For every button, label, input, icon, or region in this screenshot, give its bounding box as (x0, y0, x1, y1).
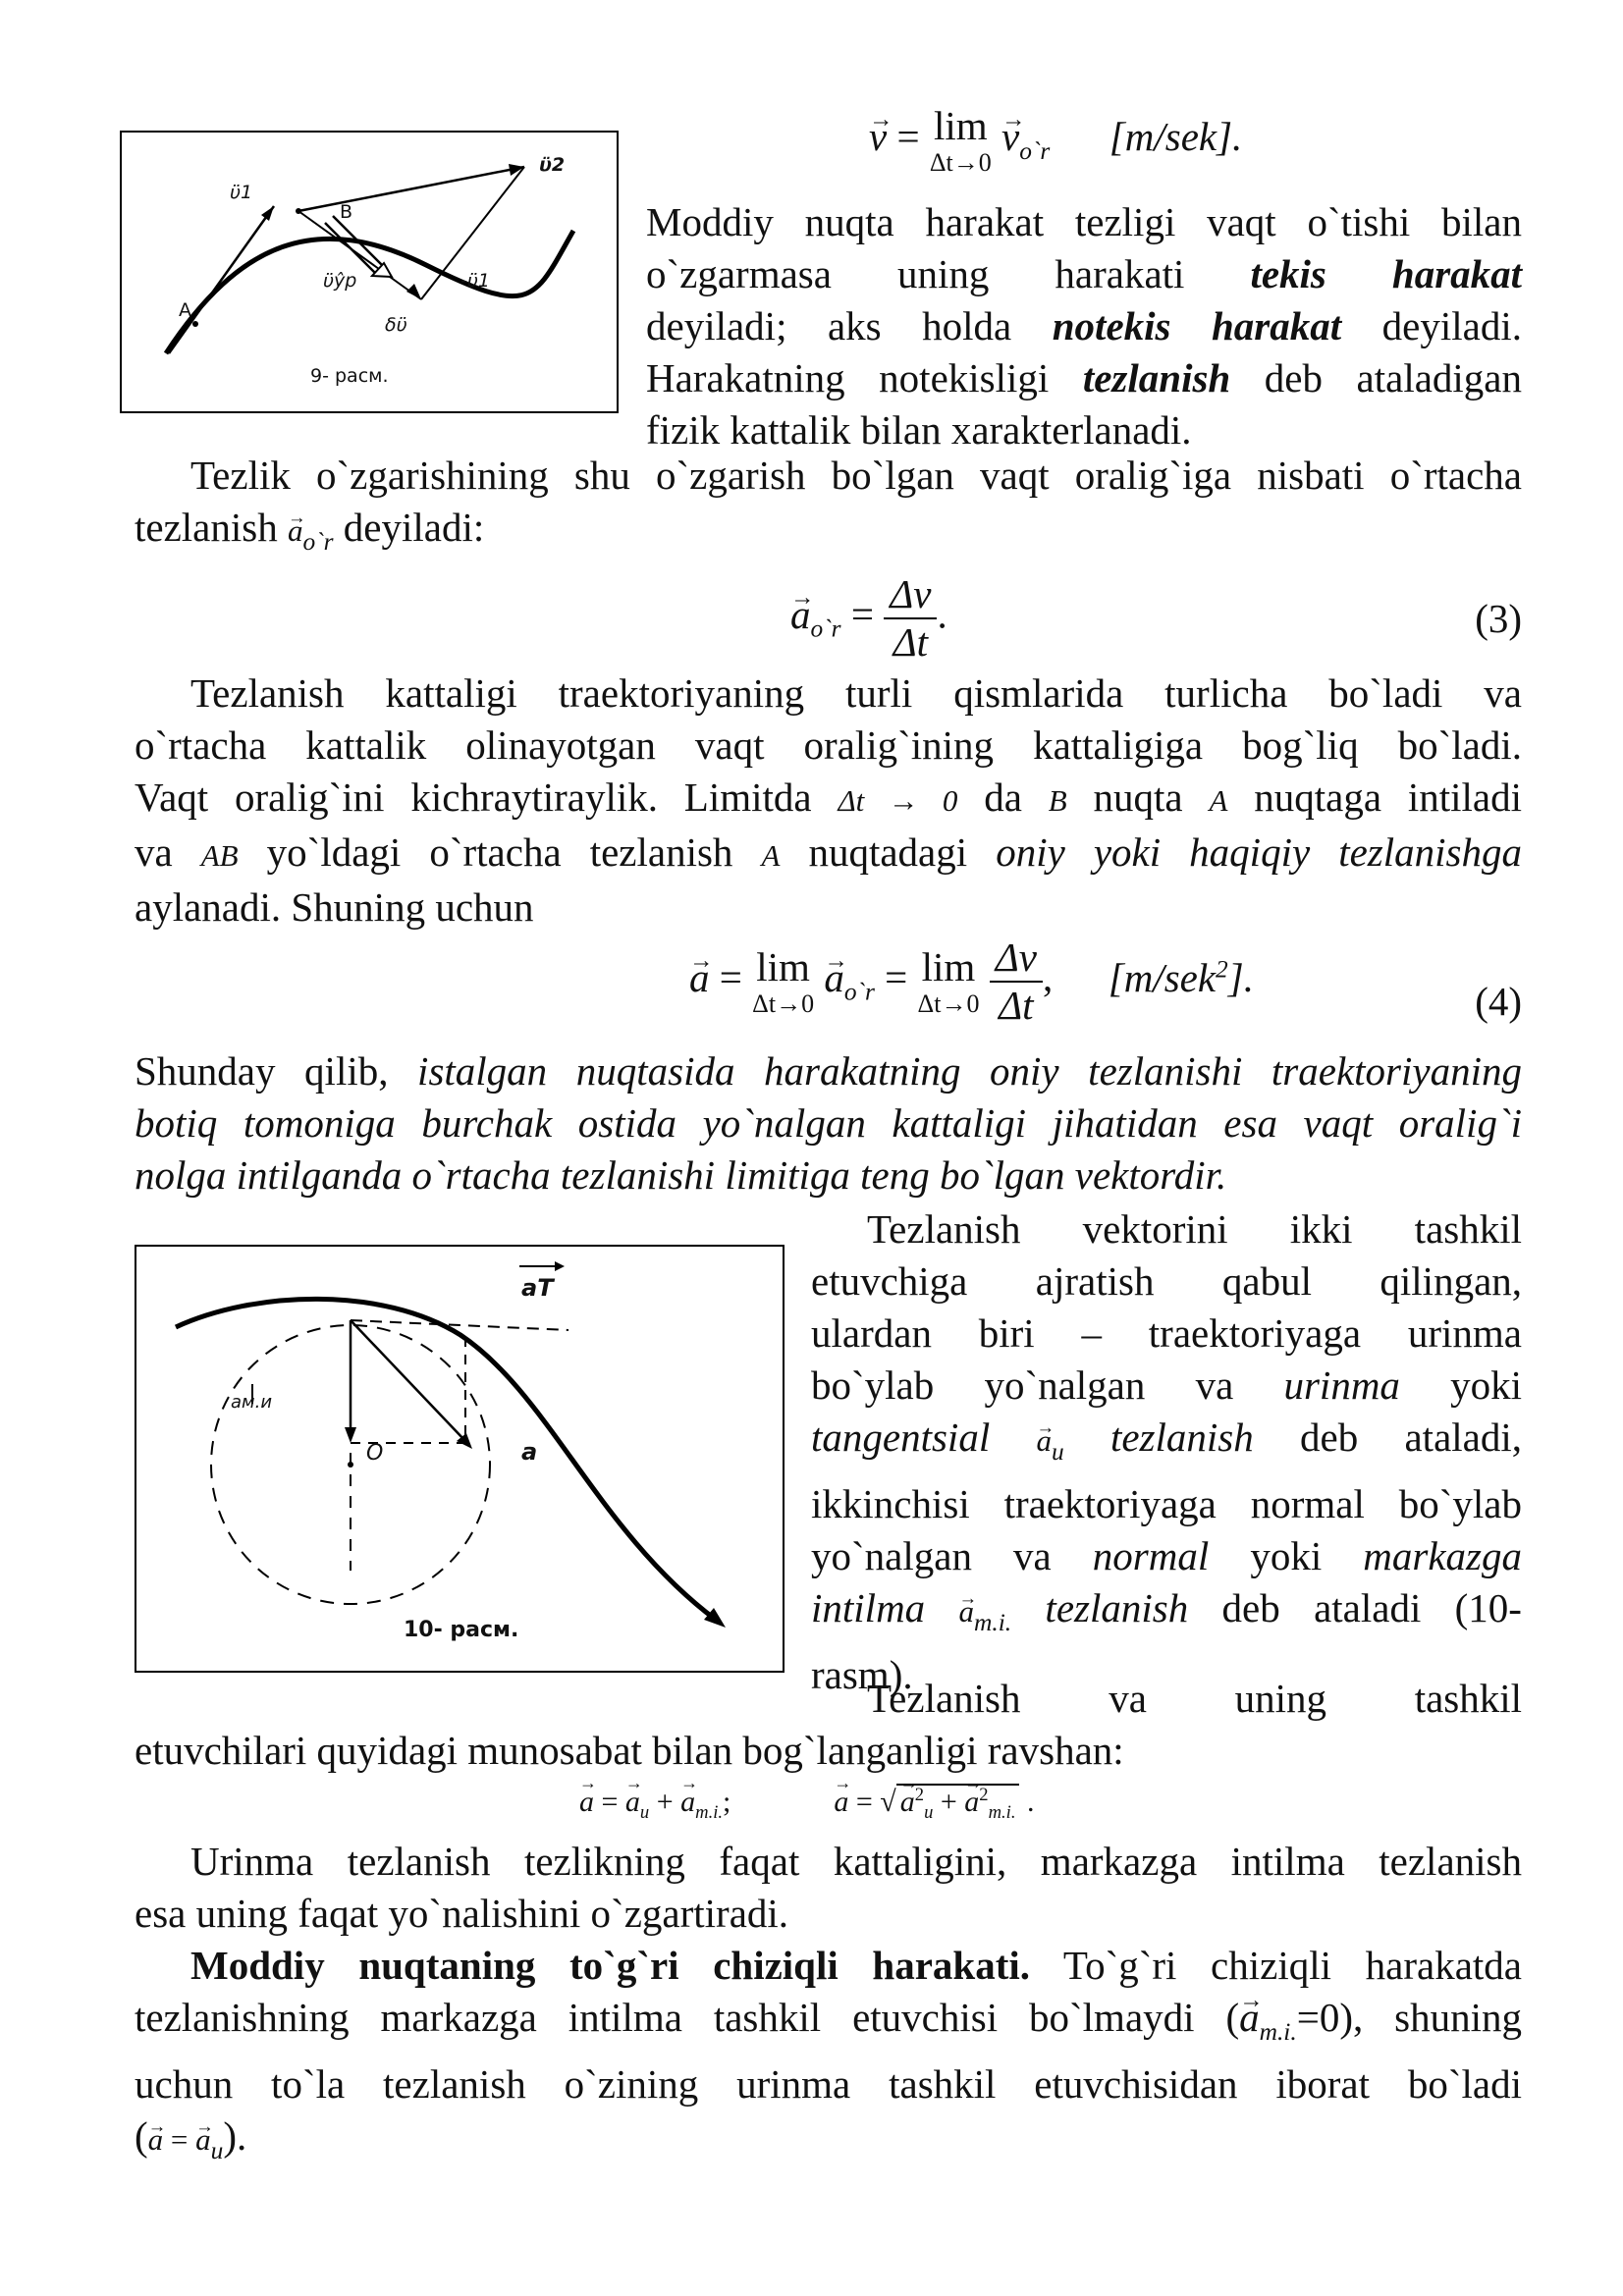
a-symbol: → a (148, 2113, 164, 2165)
p3-text: Vaqt oralig`ini kichraytiraylik. Limitda (135, 774, 839, 820)
p5-text: deb ataladi, (1253, 1415, 1522, 1460)
term-tezlanish: tezlanish (1082, 355, 1231, 400)
term-tezlanish: tezlanish (1063, 1415, 1254, 1460)
p3-text: yo`ldagi o`rtacha tezlanish (238, 829, 762, 875)
p5-word: qilingan, (1380, 1258, 1523, 1304)
p6-line-1 (135, 1673, 1522, 1725)
eq4-a-avg-subscript: o`r (843, 978, 875, 1006)
p5-line-3 (811, 1308, 1522, 1360)
p5-word: Tezlanish (867, 1206, 1021, 1252)
p5-line-2 (811, 1255, 1522, 1308)
p5-line-1 (811, 1203, 1522, 1255)
eq4-unit (1109, 955, 1254, 1000)
a-mi-symbol: → a (959, 1585, 975, 1637)
p4-italic: istalgan nuqtasida harakatning oniy tezlanishi traektoriyaning (417, 1048, 1522, 1094)
limit-operator (929, 103, 992, 177)
p6-word: va (1109, 1676, 1147, 1721)
v1-arrow (169, 206, 274, 353)
lim-subscript: Δt→0 (917, 988, 980, 1018)
eq3-denominator: Δt (893, 619, 929, 666)
p5-word: traektoriyaga (1148, 1310, 1362, 1356)
paragraph-limit (135, 667, 1522, 934)
label-B: B (340, 201, 353, 223)
paragraph-relation (135, 1673, 1522, 1777)
p1-word: uning (896, 251, 990, 296)
p5-line-4 (811, 1360, 1522, 1412)
plus-sign: + (940, 1786, 957, 1818)
sqrt-body (896, 1784, 1020, 1823)
p5-word: va (1013, 1533, 1052, 1579)
figure-9 (120, 131, 619, 413)
equals-sign: = (719, 954, 742, 1000)
p1-text: deb ataladigan (1230, 355, 1522, 400)
term-instant-acceleration: oniy yoki haqiqiy tezlanishga (996, 829, 1522, 875)
point-B (296, 208, 301, 214)
eq3-numerator: Δv (884, 571, 937, 619)
v-symbol: → v (869, 111, 887, 163)
delta-t-to-zero: Δt → 0 (838, 783, 958, 818)
p5-word: biri (978, 1310, 1035, 1356)
term-tezlanish: tezlanish (1011, 1585, 1189, 1631)
sqrt-sign: √ (880, 1786, 896, 1818)
p5-word: ikki (1289, 1206, 1353, 1252)
equation-number-4: (4) (1475, 979, 1522, 1024)
term-harakat: harakat (1391, 251, 1523, 296)
equation-components (579, 1785, 1168, 1840)
term-normal: normal (1092, 1533, 1210, 1579)
p4-line-2: botiq tomoniga burchak ostida yo`nalgan kattaligi jihatidan esa vaqt oralig`i (135, 1100, 1522, 1146)
a-mi-subscript: m.i. (1259, 2018, 1297, 2047)
p3-text: nuqtaga intiladi (1227, 774, 1522, 820)
p1-text: Harakatning notekisligi (646, 355, 1083, 400)
figure-9-caption: 9- расм. (310, 365, 389, 387)
lim-text: lim (756, 943, 810, 989)
eq5-a-u-subscript-2: u (924, 1802, 934, 1823)
eq4-comma: , (1042, 954, 1054, 1000)
eq3-body (790, 571, 947, 666)
eq5-a-u-symbol: → a (625, 1786, 640, 1819)
equation-3 (135, 561, 1522, 669)
equation-velocity-limit (869, 103, 1419, 185)
eq5-a-mi-subscript-2: m.i. (988, 1802, 1016, 1823)
unit-exponent: 2 (1216, 954, 1228, 983)
eq3-a-subscript: o`r (810, 614, 841, 643)
paren-close: ). (223, 2113, 247, 2160)
label-amn: aм.и (231, 1392, 273, 1413)
p8-line-1 (135, 1940, 1522, 1992)
paragraph-straight-motion (135, 1940, 1522, 2177)
a-mi-symbol: → a (1239, 1992, 1260, 2044)
p1-line-5: fizik kattalik bilan xarakterlanadi. (646, 407, 1192, 453)
p5-text: deb ataladi (10- (1188, 1585, 1522, 1631)
a-u-symbol: → a (1036, 1415, 1052, 1467)
segment-AB-symbol: AB (200, 838, 239, 873)
p3-line-2: o`rtacha kattalik olinayotgan vaqt oralig`ining kattaligiga bog`liq bo`ladi. (135, 722, 1522, 768)
p5-word: yo`nalgan (984, 1362, 1146, 1408)
eq5-a-symbol: → a (579, 1786, 594, 1819)
a-avg-subscript: o`r (302, 528, 334, 557)
p5-word: bo`ylab (811, 1362, 935, 1408)
v2-arrow (298, 167, 524, 211)
lim-text: lim (921, 943, 976, 989)
velocity-unit: [m/sek]. (1109, 113, 1243, 159)
eq4-body (689, 934, 1254, 1029)
exp-2: 2 (914, 1785, 925, 1805)
eq3-dot: . (937, 591, 947, 637)
eq5-a-mi-subscript: m.i. (695, 1802, 724, 1823)
eq5-dot: . (1026, 1786, 1035, 1818)
a-avg-symbol: → a (288, 505, 303, 557)
point-A-symbol: A (761, 838, 781, 873)
p2-text: tezlanish (135, 505, 288, 550)
equation-number-3: (3) (1475, 596, 1522, 641)
equals-sign: = (896, 113, 920, 159)
p5-word: etuvchiga (811, 1258, 968, 1304)
plus-sign: + (656, 1786, 674, 1818)
lim-subscript: Δt→0 (752, 988, 815, 1018)
equation-4 (135, 934, 1522, 1042)
p8-line-2 (135, 1992, 1522, 2058)
avg-arrow-inner (325, 223, 377, 275)
label-neg-v1: -ϋ1 (460, 270, 490, 292)
equals-sign: = (885, 954, 908, 1000)
paragraph-components (811, 1203, 1522, 1701)
eq4-denominator: Δt (999, 983, 1034, 1029)
paren-open: ( (135, 2113, 148, 2160)
term-urinma: urinma (1283, 1362, 1400, 1408)
label-aT: aT (521, 1274, 554, 1302)
p3-line-5: aylanadi. Shuning uchun (135, 884, 534, 930)
center-O (348, 1462, 353, 1468)
p3-text: da (957, 774, 1049, 820)
p4-line-3: nolga intilganda o`rtacha tezlanishi limitiga teng bo`lgan vektordir. (135, 1152, 1227, 1198)
p8-line-4 (135, 2110, 1522, 2177)
term-tangentsial: tangentsial (811, 1415, 1037, 1460)
p4-text: Shunday qilib, (135, 1048, 418, 1094)
equals-sign: = (163, 2122, 196, 2158)
p5-line-8 (811, 1582, 1522, 1649)
point-B-symbol: B (1048, 783, 1067, 818)
a-u-symbol: → a (195, 2113, 211, 2165)
eq4-numerator: Δv (990, 934, 1043, 983)
trajectory-curve (166, 231, 573, 353)
label-dv: δϋ (385, 314, 407, 336)
a-u-subscript: u (210, 2137, 224, 2165)
eq5-a-mi-symbol: → a (680, 1786, 695, 1819)
p1-line-3 (646, 300, 1522, 352)
p5-word: yoki (1450, 1362, 1523, 1408)
exp-2: 2 (979, 1785, 989, 1805)
p5-line-9: rasm). (811, 1652, 913, 1698)
p1-text: deyiladi. (1341, 303, 1522, 348)
v-avg-symbol: → v (1001, 111, 1019, 163)
term-markazga: markazga (1363, 1533, 1522, 1579)
p1-line-2 (646, 248, 1522, 300)
unit-text: ]. (1227, 954, 1254, 1000)
p5-word: yo`nalgan (811, 1533, 972, 1579)
p6-word: Tezlanish (867, 1676, 1021, 1721)
p3-text: nuqtadagi (780, 829, 997, 875)
term-tekis: tekis (1250, 251, 1326, 296)
a-u-subscript: u (1051, 1438, 1064, 1467)
figure-10-caption: 10- расм. (404, 1618, 519, 1642)
figure-10 (135, 1245, 784, 1673)
p3-line-3 (135, 772, 1522, 827)
eq3-fraction (884, 571, 937, 666)
p5-line-5 (811, 1412, 1522, 1478)
p5-word: va (1195, 1362, 1234, 1408)
eq5-a-symbol-2: → a (834, 1786, 848, 1819)
eq4-fraction (990, 934, 1043, 1029)
p3-line-1: Tezlanish kattaligi traektoriyaning turli qismlarida turlicha bo`ladi va (190, 670, 1522, 716)
paragraph-tangential-normal (135, 1836, 1522, 1940)
equals-sign: = (601, 1786, 619, 1818)
p5-word: yoki (1250, 1533, 1323, 1579)
label-v2: ϋ2 (539, 154, 566, 176)
p7-line-2: esa uning faqat yo`nalishini o`zgartiradi. (135, 1891, 789, 1936)
p5-word: urinma (1407, 1310, 1522, 1356)
paragraph-definition (135, 1045, 1522, 1201)
eq3-a-symbol: → a (790, 589, 811, 641)
eq4-limit-2 (917, 943, 980, 1018)
point-A-symbol: A (1209, 783, 1228, 818)
paragraph-uniform-motion (646, 196, 1522, 456)
p4-line-1 (135, 1045, 1522, 1097)
p1-word: harakati (1055, 251, 1185, 296)
eq4-limit-1 (752, 943, 815, 1018)
label-a: a (521, 1438, 538, 1466)
p5-word: – (1081, 1310, 1102, 1356)
p1-text: deyiladi; aks holda (646, 303, 1053, 348)
p5-line-7 (811, 1530, 1522, 1582)
term-intilma: intilma (811, 1585, 959, 1631)
eq4-a-avg-symbol: → a (824, 952, 844, 1004)
p3-text: nuqta (1066, 774, 1210, 820)
eq5-a-u-subscript: u (639, 1802, 650, 1823)
equals-sign: = (855, 1786, 873, 1818)
point-A (192, 321, 198, 327)
label-O: O (366, 1441, 384, 1466)
lim-subscript: Δt→0 (929, 148, 992, 177)
term-notekis-harakat: notekis harakat (1052, 303, 1342, 348)
eq4-a-symbol: → a (689, 952, 710, 1004)
figure-10-diagram (136, 1247, 783, 1671)
p5-word: vektorini (1082, 1206, 1228, 1252)
label-v1: ϋ1 (230, 182, 253, 203)
p1-line-1: Moddiy nuqta harakat tezligi vaqt o`tishi bilan (646, 199, 1522, 244)
paragraph-average-acceleration (135, 450, 1522, 568)
p2-line-2 (79, 502, 1522, 568)
p8-text: To`g`ri chiziqli harakatda (1030, 1943, 1522, 1988)
p2-line-1: Tezlik o`zgarishining shu o`zgarish bo`lgan vaqt oralig`iga nisbati o`rtacha (190, 453, 1522, 498)
p6-word: tashkil (1414, 1676, 1523, 1721)
a-mi-subscript: m.i. (974, 1609, 1012, 1637)
label-A: A (179, 299, 191, 321)
p3-text: va (135, 829, 201, 875)
p7-line-1: Urinma tezlanish tezlikning faqat kattaligini, markazga intilma tezlanish (190, 1839, 1522, 1884)
section-heading: Moddiy nuqtaning to`g`ri chiziqli harakati. (190, 1943, 1030, 1988)
p6-word: uning (1234, 1676, 1326, 1721)
p5-word: qabul (1221, 1258, 1312, 1304)
p1-line-4 (646, 352, 1522, 404)
p8-text: tezlanishning markazga intilma tashkil etuvchisi bo`lmaydi ( (135, 1995, 1240, 2040)
p5-word: ajratish (1035, 1258, 1155, 1304)
p5-word: ulardan (811, 1310, 932, 1356)
trajectory-curve (176, 1299, 716, 1620)
p8-line-3: uchun to`la tezlanish o`zining urinma tashkil etuvchisidan iborat bo`ladi (135, 2061, 1522, 2108)
p3-line-4 (135, 827, 1522, 881)
p1-word: o`zgarmasa (646, 251, 832, 296)
eq5-a-u-symbol-2: → a (900, 1786, 915, 1819)
p2-text: deyiladi: (333, 505, 485, 550)
v-avg-subscript: o`r (1019, 137, 1051, 166)
lim-text: lim (933, 103, 988, 148)
p8-text: =0), shuning (1296, 1995, 1523, 2040)
p5-line-6: ikkinchisi traektoriyaga normal bo`ylab (811, 1481, 1522, 1527)
unit-text: [m/sek (1108, 954, 1217, 1000)
eq5-a-mi-symbol-2: → a (964, 1786, 979, 1819)
equals-sign: = (850, 591, 874, 637)
p6-line-2: etuvchilari quyidagi munosabat bilan bog`langanligi ravshan: (135, 1728, 1124, 1773)
p5-word: tashkil (1414, 1206, 1522, 1252)
label-vyp: ϋŷp (323, 270, 357, 292)
semicolon: ; (723, 1786, 731, 1818)
